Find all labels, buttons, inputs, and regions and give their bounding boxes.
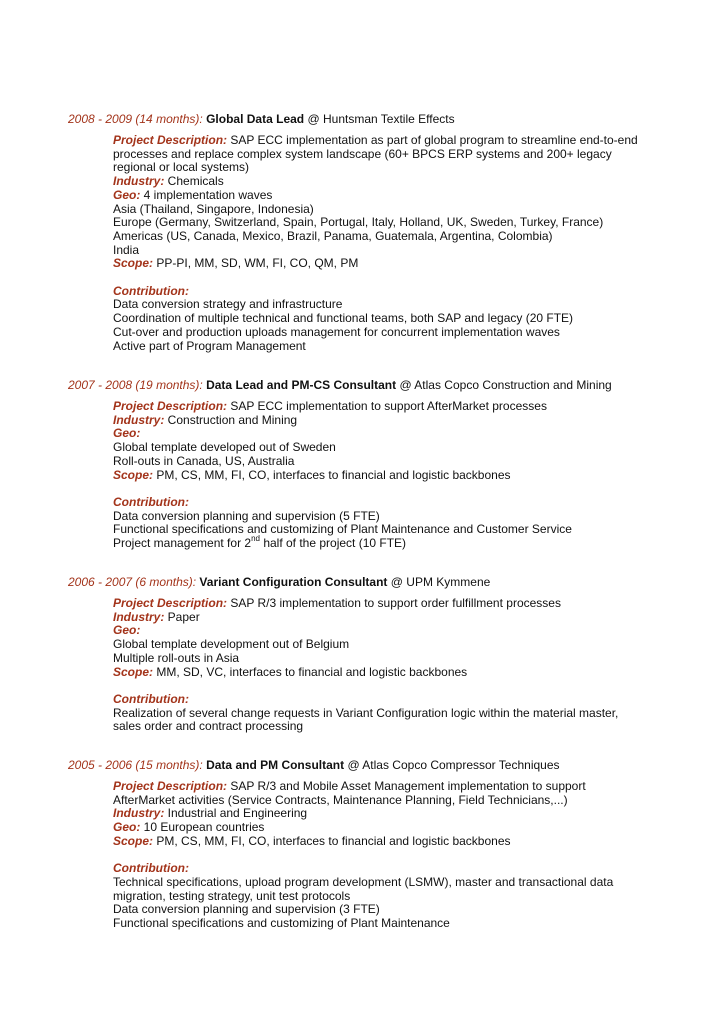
industry-label: Industry: — [113, 412, 165, 427]
contribution-line: Functional specifications and customizing of Plant Maintenance and Customer Service — [113, 522, 572, 537]
industry-label: Industry: — [113, 806, 165, 821]
project-description-label: Project Description: — [113, 399, 228, 413]
scope-label: Scope: — [113, 467, 154, 482]
job-header — [68, 378, 708, 393]
geo-value: 4 implementation waves — [140, 187, 273, 202]
geo-label: Geo: — [113, 426, 141, 441]
contribution-line: Technical specifications, upload program development (LSMW), master and transactional data — [113, 874, 614, 889]
contribution-label: Contribution: — [113, 691, 189, 706]
scope-label: Scope: — [113, 256, 154, 271]
job-period: 2005 - 2006 (15 months): — [68, 758, 203, 772]
contribution-line — [113, 534, 708, 551]
industry-value: Chemicals — [164, 174, 224, 189]
contribution-label: Contribution: — [113, 283, 189, 298]
contribution-line: Functional specifications and customizing of Plant Maintenance — [113, 916, 450, 931]
job-details — [113, 134, 708, 353]
job-role: Data and PM Consultant — [206, 758, 345, 772]
geo-line: Global template developed out of Sweden — [113, 440, 336, 455]
job-company: @ Atlas Copco Compressor Techniques — [344, 758, 560, 772]
contribution-line: migration, testing strategy, unit test protocols — [113, 888, 351, 903]
contribution-line: sales order and contract processing — [113, 719, 304, 734]
job-header — [68, 575, 708, 590]
job-company: @ Huntsman Textile Effects — [304, 112, 455, 126]
geo-line: India — [113, 242, 140, 257]
job-role: Global Data Lead — [206, 112, 305, 126]
geo-label: Geo: — [113, 820, 141, 835]
geo-label: Geo: — [113, 187, 141, 202]
contribution-line: Data conversion strategy and infrastructure — [113, 297, 343, 312]
job-entry — [68, 378, 708, 551]
scope-label: Scope: — [113, 664, 154, 679]
scope-value: PP-PI, MM, SD, WM, FI, CO, QM, PM — [153, 256, 359, 271]
geo-line: Global template development out of Belgium — [113, 637, 350, 652]
job-entry — [68, 758, 708, 931]
industry-label: Industry: — [113, 609, 165, 624]
job-entry — [68, 575, 708, 734]
job-company: @ UPM Kymmene — [387, 575, 491, 589]
contribution-line: Realization of several change requests in Variant Configuration logic within the material master, — [113, 705, 619, 720]
job-details — [113, 780, 708, 931]
contribution-text: half of the project (10 FTE) — [259, 536, 407, 551]
project-description-line: AfterMarket activities (Service Contracts, Maintenance Planning, Field Technicians,...) — [113, 792, 568, 807]
geo-line: Multiple roll-outs in Asia — [113, 650, 240, 665]
contribution-text: Project management for 2 — [113, 536, 252, 551]
industry-value: Paper — [164, 609, 200, 624]
geo-line: Europe (Germany, Switzerland, Spain, Portugal, Italy, Holland, UK, Sweden, Turkey, France) — [113, 215, 604, 230]
job-period: 2006 - 2007 (6 months): — [68, 575, 197, 589]
contribution-line: Cut-over and production uploads management for concurrent implementation waves — [113, 324, 560, 339]
job-company: @ Atlas Copco Construction and Mining — [396, 378, 612, 392]
project-description-line: SAP R/3 and Mobile Asset Management implementation to support — [227, 779, 586, 793]
project-description-line: regional or local systems) — [113, 160, 250, 175]
job-entry — [68, 112, 708, 353]
contribution-label: Contribution: — [113, 494, 189, 509]
contribution-line: Coordination of multiple technical and functional teams, both SAP and legacy (20 FTE) — [113, 311, 574, 326]
geo-value: 10 European countries — [140, 820, 265, 835]
ordinal-suffix: nd — [251, 534, 260, 544]
contribution-line: Data conversion planning and supervision (5 FTE) — [113, 508, 380, 523]
job-details — [113, 400, 708, 551]
job-role: Data Lead and PM-CS Consultant — [206, 378, 397, 392]
project-description-line: processes and replace complex system landscape (60+ BPCS ERP systems and 200+ legacy — [113, 146, 612, 161]
geo-line: Americas (US, Canada, Mexico, Brazil, Panama, Guatemala, Argentina, Colombia) — [113, 228, 553, 243]
project-description-label: Project Description: — [113, 596, 228, 610]
job-period: 2008 - 2009 (14 months): — [68, 112, 203, 126]
geo-line: Asia (Thailand, Singapore, Indonesia) — [113, 201, 314, 216]
scope-label: Scope: — [113, 833, 154, 848]
project-description-label: Project Description: — [113, 779, 228, 793]
contribution-label: Contribution: — [113, 861, 189, 876]
job-header — [68, 112, 708, 127]
job-header — [68, 758, 708, 773]
scope-value: MM, SD, VC, interfaces to financial and logistic backbones — [153, 664, 468, 679]
project-description-label: Project Description: — [113, 133, 228, 147]
contribution-line: Data conversion planning and supervision (3 FTE) — [113, 902, 380, 917]
project-description-line: SAP R/3 implementation to support order fulfillment processes — [227, 596, 561, 610]
industry-value: Construction and Mining — [164, 412, 298, 427]
job-period: 2007 - 2008 (19 months): — [68, 378, 203, 392]
industry-label: Industry: — [113, 174, 165, 189]
job-role: Variant Configuration Consultant — [199, 575, 388, 589]
scope-value: PM, CS, MM, FI, CO, interfaces to financial and logistic backbones — [153, 467, 511, 482]
project-description-line: SAP ECC implementation as part of global program to streamline end-to-end — [227, 133, 638, 147]
geo-line: Roll-outs in Canada, US, Australia — [113, 453, 295, 468]
job-details — [113, 597, 708, 734]
project-description-line: SAP ECC implementation to support AfterMarket processes — [227, 399, 547, 413]
scope-value: PM, CS, MM, FI, CO, interfaces to financial and logistic backbones — [153, 833, 511, 848]
geo-label: Geo: — [113, 623, 141, 638]
contribution-line: Active part of Program Management — [113, 338, 306, 353]
industry-value: Industrial and Engineering — [164, 806, 308, 821]
